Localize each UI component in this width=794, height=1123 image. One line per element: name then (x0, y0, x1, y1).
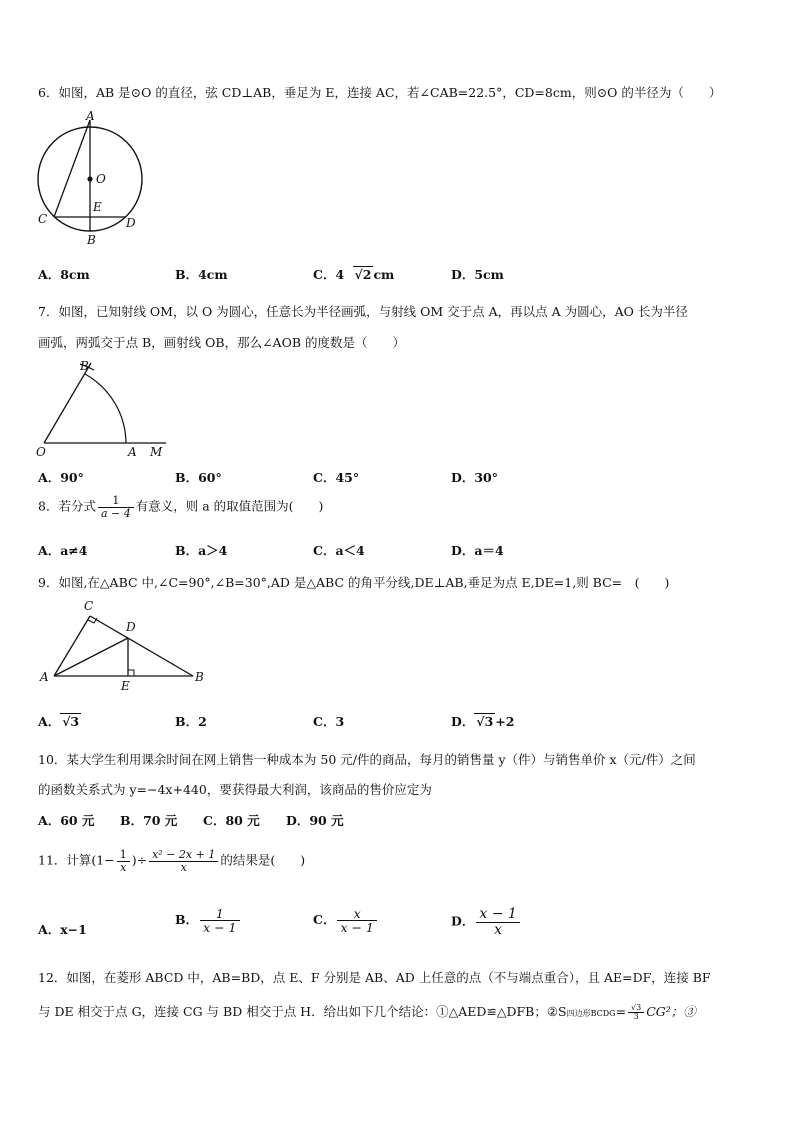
q8-option-d: D．a＝4 (451, 543, 504, 558)
q9-label-C: C (84, 599, 94, 613)
q9-triangle-figure (36, 596, 216, 694)
q7-arc-figure (34, 356, 174, 460)
q9-label-A: A (40, 670, 49, 684)
q9-option-c: C．3 (313, 714, 345, 729)
q11-option-b: B． $\frac{1}{x - 1}$ (175, 907, 242, 934)
q6-option-a: A．8cm (38, 267, 90, 282)
q6-stem: 6．如图，AB 是⊙O 的直径，弦 CD⊥AB，垂足为 E，连接 AC，若∠CAB=22.5°，CD=8cm，则⊙O 的半径为（ ） (38, 85, 722, 100)
q12-stem-line-2: 与 DE 相交于点 G，连接 CG 与 BD 相交于点 H．给出如下几个结论：①△AED≌△DFB；②S四边形BCDG= $\frac{√3}{3}$ CG²；③ (38, 1002, 696, 1021)
q6-option-c: C．4 √2 cm (313, 267, 395, 282)
q6-label-D: D (126, 216, 136, 230)
q8-stem: 8．若分式 $\frac{1}{a - 4}$ 有意义，则 a 的取值范围为( ) (38, 494, 324, 520)
q10-option-b: B．70 元 (120, 813, 178, 828)
q10-stem-line-2: 的函数关系式为 y=−4x+440，要获得最大利润，该商品的售价应定为 (38, 782, 432, 797)
q10-option-d: D．90 元 (286, 813, 344, 828)
q7-label-O: O (36, 445, 46, 459)
q10-stem-line-1: 10．某大学生利用课余时间在网上销售一种成本为 50 元/件的商品，每月的销售量 y（件）与销售单价 x（元/件）之间 (38, 752, 696, 767)
q9-option-b: B．2 (175, 714, 207, 729)
q11-option-c: C． $\frac{x}{x - 1}$ (313, 907, 379, 934)
q9-stem: 9．如图,在△ABC 中,∠C=90°,∠B=30°,AD 是△ABC 的角平分线,DE⊥AB,垂足为点 E,DE=1,则 BC= ( ) (38, 575, 670, 590)
q9-option-d: D． √3 +2 (451, 714, 515, 729)
q6-label-O: O (96, 172, 106, 186)
q8-option-a: A．a≠4 (38, 543, 88, 558)
q11-stem: 11．计算(1− $\frac{1}{x}$ )÷ $\frac{\text{x² − 2x + 1}}{x}$ 的结果是( ) (38, 848, 306, 874)
q6-option-b: B．4cm (175, 267, 228, 282)
q7-stem-line-2: 画弧，两弧交于点 B，画射线 OB，那么∠AOB 的度数是（ ） (38, 335, 405, 350)
q12-stem-line-1: 12．如图，在菱形 ABCD 中，AB=BD，点 E、F 分别是 AB、AD 上任意的点（不与端点重合），且 AE=DF，连接 BF (38, 970, 711, 985)
q6-circle-figure (34, 108, 146, 248)
q11-option-a: A．x−1 (38, 922, 87, 937)
q10-option-c: C．80 元 (203, 813, 260, 828)
q7-label-M: M (150, 445, 163, 459)
q6-label-E: E (93, 200, 102, 214)
q7-option-d: D．30° (451, 470, 498, 485)
q7-option-a: A．90° (38, 470, 84, 485)
q8-option-c: C．a＜4 (313, 543, 365, 558)
q6-option-d: D．5cm (451, 267, 504, 282)
q9-label-E: E (121, 679, 130, 693)
q6-label-C: C (38, 212, 48, 226)
q9-label-B: B (195, 670, 204, 684)
q6-label-A: A (86, 109, 95, 123)
q7-option-c: C．45° (313, 470, 360, 485)
q7-label-B: B (80, 359, 89, 373)
q10-option-a: A．60 元 (38, 813, 95, 828)
q7-stem-line-1: 7．如图，已知射线 OM，以 O 为圆心，任意长为半径画弧，与射线 OM 交于点 A，再以点 A 为圆心，AO 长为半径 (38, 304, 688, 319)
q11-option-d: D． $\frac{x - 1}{x}$ (451, 907, 522, 937)
q9-label-D: D (126, 620, 136, 634)
q7-label-A: A (128, 445, 137, 459)
q8-option-b: B．a＞4 (175, 543, 228, 558)
q9-option-a: A． √3 (38, 714, 80, 729)
q6-label-B: B (87, 233, 96, 247)
q7-option-b: B．60° (175, 470, 222, 485)
